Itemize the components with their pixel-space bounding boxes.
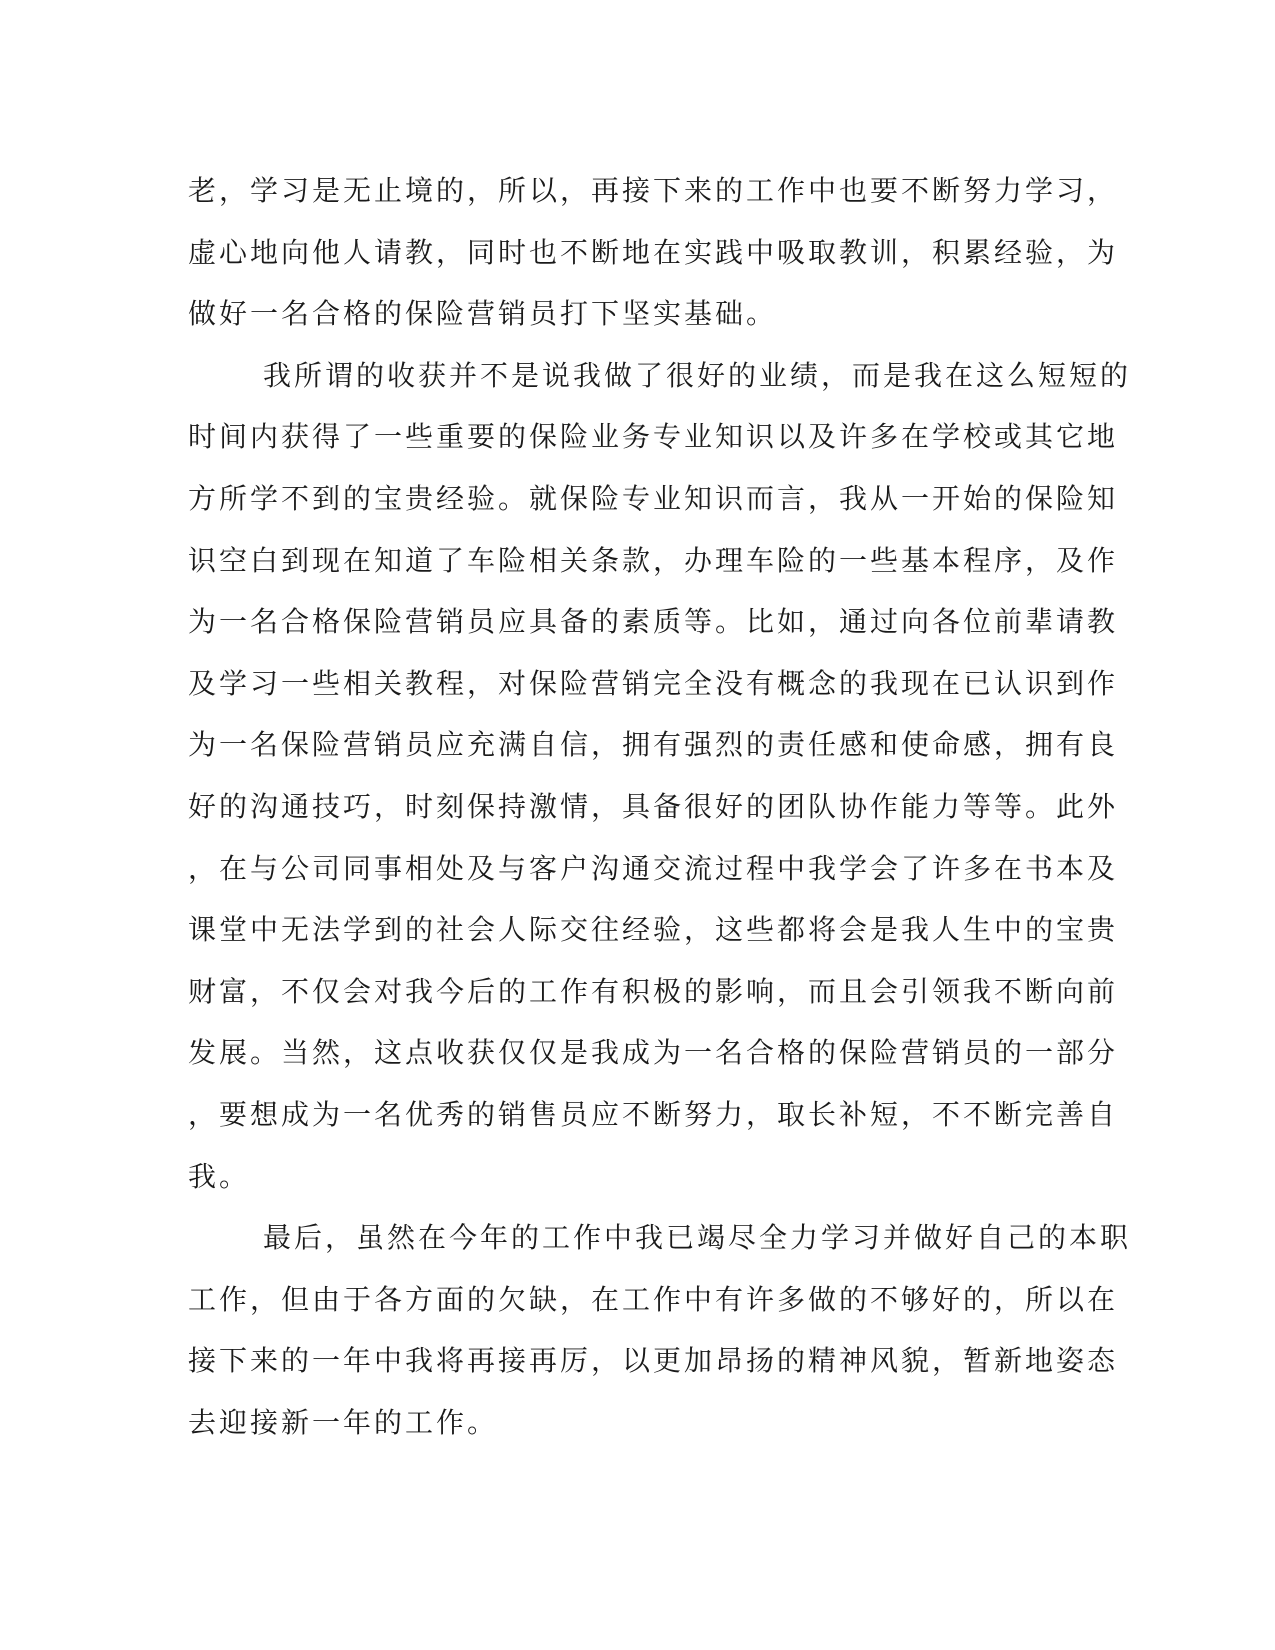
text-line: 最后，虽然在今年的工作中我已竭尽全力学习并做好自己的本职 [263,1221,1132,1255]
text-line: 为一名合格保险营销员应具备的素质等。比如，通过向各位前辈请教 [188,605,1119,639]
text-line: 我。 [188,1159,251,1193]
paragraph-3 [188,1207,1132,1453]
paragraph-2 [188,345,1132,1207]
text-line: 工作，但由于各方面的欠缺，在工作中有许多做的不够好的，所以在 [188,1282,1119,1316]
text-line: 发展。当然，这点收获仅仅是我成为一名合格的保险营销员的一部分 [188,1036,1119,1070]
text-line: 为一名保险营销员应充满自信，拥有强烈的责任感和使命感，拥有良 [188,728,1119,762]
text-line: ，要想成为一名优秀的销售员应不断努力，取长补短，不不断完善自 [188,1097,1119,1131]
text-line: 老，学习是无止境的，所以，再接下来的工作中也要不断努力学习， [188,174,1119,207]
text-line: 去迎接新一年的工作。 [188,1405,499,1439]
text-line: 课堂中无法学到的社会人际交往经验，这些都将会是我人生中的宝贵 [188,913,1119,947]
text-line: 接下来的一年中我将再接再厉，以更加昂扬的精神风貌，暂新地姿态 [188,1344,1119,1378]
text-line: ，在与公司同事相处及与客户沟通交流过程中我学会了许多在书本及 [188,851,1119,885]
paragraph-1 [188,160,1119,345]
text-line: 识空白到现在知道了车险相关条款，办理车险的一些基本程序，及作 [188,543,1119,577]
text-line: 好的沟通技巧，时刻保持激情，具备很好的团队协作能力等等。此外 [188,789,1119,823]
text-line: 做好一名合格的保险营销员打下坚实基础。 [188,297,778,331]
text-line: 虚心地向他人请教，同时也不断地在实践中吸取教训，积累经验，为 [188,235,1119,269]
text-line: 方所学不到的宝贵经验。就保险专业知识而言，我从一开始的保险知 [188,481,1119,515]
text-line: 我所谓的收获并不是说我做了很好的业绩，而是我在这么短短的 [263,358,1132,392]
text-line: 时间内获得了一些重要的保险业务专业知识以及许多在学校或其它地 [188,420,1119,454]
text-line: 及学习一些相关教程，对保险营销完全没有概念的我现在已认识到作 [188,666,1119,700]
document-body [188,160,1132,1453]
text-line: 财富，不仅会对我今后的工作有积极的影响，而且会引领我不断向前 [188,974,1119,1008]
